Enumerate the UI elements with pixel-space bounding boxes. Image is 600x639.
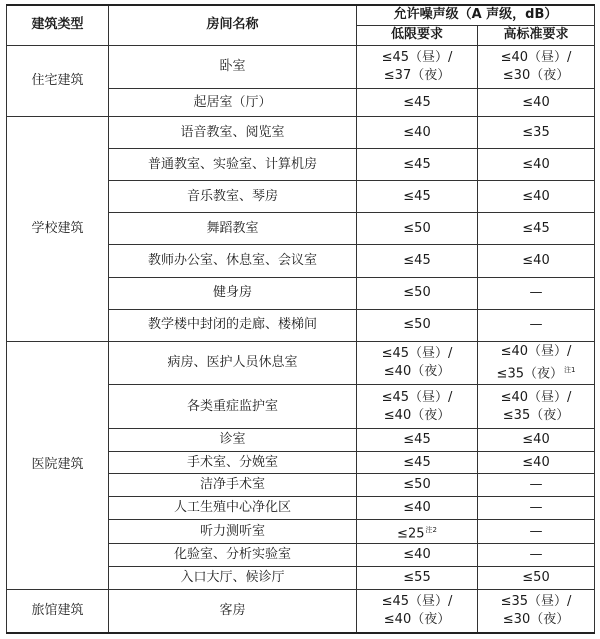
low-limit-cell: [357, 451, 478, 474]
high-standard-cell: [478, 451, 595, 474]
footnote-marker: 注1: [563, 365, 576, 374]
table-body: [7, 45, 595, 633]
low-limit-cell: [357, 341, 478, 385]
noise-value-text: ≤50: [403, 285, 431, 301]
noise-value-text: ≤45: [522, 220, 550, 236]
noise-value: [359, 252, 475, 270]
noise-value: [480, 220, 592, 238]
noise-value-text: ≤50: [403, 477, 431, 493]
noise-value-text: —: [529, 477, 543, 493]
noise-value: [359, 407, 475, 425]
low-limit-cell: [357, 567, 478, 590]
noise-value: [359, 156, 475, 174]
noise-value-text: ≤45（昼）/: [381, 389, 453, 405]
noise-value: [480, 569, 592, 587]
high-standard-cell: [478, 341, 595, 385]
noise-value: [359, 476, 475, 494]
noise-value-text: ≤40（昼）/: [500, 49, 572, 65]
high-standard-cell: [478, 45, 595, 89]
noise-value-text: ≤40: [522, 188, 550, 204]
noise-value: [359, 67, 475, 85]
noise-value: [359, 316, 475, 334]
noise-value-text: ≤35（夜）: [502, 407, 570, 423]
room-name-cell: 卧室: [109, 45, 357, 89]
noise-value-text: ≤40: [522, 454, 550, 470]
noise-value-text: ≤40: [522, 431, 550, 447]
noise-value: [480, 611, 592, 629]
table-row: [7, 45, 595, 89]
high-standard-cell: [478, 116, 595, 148]
noise-value-text: ≤40: [522, 94, 550, 110]
table-row: [7, 341, 595, 385]
room-name-cell: 诊室: [109, 428, 357, 451]
noise-value: [359, 569, 475, 587]
low-limit-cell: [357, 89, 478, 117]
noise-value-text: ≤50: [403, 220, 431, 236]
room-name-cell: 教学楼中封闭的走廊、楼梯间: [109, 309, 357, 341]
noise-value: [480, 407, 592, 425]
room-name-cell: 人工生殖中心净化区: [109, 497, 357, 520]
low-limit-cell: [357, 245, 478, 277]
noise-value: [480, 546, 592, 564]
noise-value-text: ≤45: [403, 94, 431, 110]
noise-value: [480, 523, 592, 541]
noise-value: [359, 546, 475, 564]
header-allowed-noise: 允许噪声级（A 声级，dB）: [357, 5, 595, 25]
noise-value: [359, 188, 475, 206]
high-standard-cell: [478, 544, 595, 567]
noise-value: [359, 611, 475, 629]
high-standard-cell: [478, 149, 595, 181]
noise-value-text: ≤40: [403, 547, 431, 563]
low-limit-cell: [357, 544, 478, 567]
noise-value: [480, 94, 592, 112]
noise-value-text: ≤40（夜）: [383, 611, 451, 627]
low-limit-cell: [357, 385, 478, 429]
noise-value-text: ≤37（夜）: [383, 67, 451, 83]
room-name-cell: 舞蹈教室: [109, 213, 357, 245]
noise-value: [480, 188, 592, 206]
noise-value-text: ≤55: [403, 569, 431, 585]
low-limit-cell: [357, 589, 478, 633]
room-name-cell: 各类重症监护室: [109, 385, 357, 429]
noise-value-text: —: [529, 317, 543, 333]
noise-value: [359, 345, 475, 363]
high-standard-cell: [478, 89, 595, 117]
low-limit-cell: [357, 309, 478, 341]
room-name-cell: 入口大厅、候诊厅: [109, 567, 357, 590]
room-name-cell: 病房、医护人员休息室: [109, 341, 357, 385]
noise-value: [359, 431, 475, 449]
noise-value-text: ≤45: [403, 156, 431, 172]
high-standard-cell: [478, 181, 595, 213]
noise-value: [359, 124, 475, 142]
noise-value-text: ≤40（昼）/: [500, 343, 572, 359]
noise-value: [480, 49, 592, 67]
noise-value: [480, 361, 592, 383]
noise-value-text: ≤45: [403, 431, 431, 447]
high-standard-cell: [478, 589, 595, 633]
high-standard-cell: [478, 497, 595, 520]
footnote-marker: 注2: [425, 525, 437, 534]
noise-value-text: ≤40（昼）/: [500, 389, 572, 405]
building-type-cell: 医院建筑: [7, 341, 109, 589]
noise-value: [480, 67, 592, 85]
low-limit-cell: [357, 277, 478, 309]
noise-value: [480, 252, 592, 270]
room-name-cell: 手术室、分娩室: [109, 451, 357, 474]
noise-value: [480, 454, 592, 472]
noise-value: [480, 316, 592, 334]
noise-value: [480, 343, 592, 361]
noise-value-text: ≤40（夜）: [383, 364, 451, 380]
high-standard-cell: [478, 309, 595, 341]
noise-value-text: —: [529, 523, 543, 539]
noise-value-text: ≤45: [403, 253, 431, 269]
noise-value-text: ≤40（夜）: [383, 407, 451, 423]
room-name-cell: 教师办公室、休息室、会议室: [109, 245, 357, 277]
noise-value-text: ≤45（昼）/: [381, 49, 453, 65]
high-standard-cell: [478, 277, 595, 309]
low-limit-cell: [357, 181, 478, 213]
noise-value-text: —: [529, 285, 543, 301]
table-row: [7, 589, 595, 633]
noise-value-text: ≤30（夜）: [502, 611, 570, 627]
low-limit-cell: [357, 116, 478, 148]
high-standard-cell: [478, 213, 595, 245]
room-name-cell: 客房: [109, 589, 357, 633]
noise-value: [480, 389, 592, 407]
noise-value: [480, 593, 592, 611]
noise-value: [359, 220, 475, 238]
header-high-standard: 高标准要求: [478, 25, 595, 45]
noise-value-text: ≤40: [403, 500, 431, 516]
noise-value-text: —: [529, 500, 543, 516]
building-type-cell: 学校建筑: [7, 116, 109, 341]
noise-value: [359, 389, 475, 407]
noise-value: [359, 284, 475, 302]
noise-value-text: —: [529, 547, 543, 563]
noise-value-text: ≤50: [403, 317, 431, 333]
noise-value-text: ≤50: [522, 569, 550, 585]
low-limit-cell: [357, 474, 478, 497]
room-name-cell: 健身房: [109, 277, 357, 309]
room-name-cell: 听力测听室: [109, 520, 357, 544]
noise-value-text: ≤45: [403, 188, 431, 204]
low-limit-cell: [357, 149, 478, 181]
high-standard-cell: [478, 474, 595, 497]
noise-value-text: ≤35（昼）/: [500, 593, 572, 609]
noise-value: [480, 476, 592, 494]
noise-value: [359, 593, 475, 611]
noise-value-text: ≤40: [522, 156, 550, 172]
room-name-cell: 洁净手术室: [109, 474, 357, 497]
table-row: [7, 116, 595, 148]
noise-value-text: ≤35（夜）: [496, 366, 563, 382]
noise-value: [480, 431, 592, 449]
noise-value: [359, 499, 475, 517]
noise-value-text: ≤45（昼）/: [381, 346, 453, 362]
low-limit-cell: [357, 520, 478, 544]
noise-value: [359, 49, 475, 67]
noise-value-text: ≤40: [522, 253, 550, 269]
noise-value-text: ≤45: [403, 454, 431, 470]
low-limit-cell: [357, 45, 478, 89]
header-building-type: 建筑类型: [7, 5, 109, 45]
noise-value-text: ≤30（夜）: [502, 67, 570, 83]
noise-value-text: ≤40: [403, 124, 431, 140]
noise-value: [480, 499, 592, 517]
header-room-name: 房间名称: [109, 5, 357, 45]
low-limit-cell: [357, 497, 478, 520]
building-type-cell: 旅馆建筑: [7, 589, 109, 633]
high-standard-cell: [478, 385, 595, 429]
low-limit-cell: [357, 213, 478, 245]
high-standard-cell: [478, 567, 595, 590]
noise-value: [480, 284, 592, 302]
room-name-cell: 语音教室、阅览室: [109, 116, 357, 148]
noise-value: [359, 454, 475, 472]
room-name-cell: 音乐教室、琴房: [109, 181, 357, 213]
room-name-cell: 普通教室、实验室、计算机房: [109, 149, 357, 181]
noise-value: [480, 124, 592, 142]
noise-value: [480, 156, 592, 174]
low-limit-cell: [357, 428, 478, 451]
noise-value: [359, 363, 475, 381]
noise-value-text: ≤45（昼）/: [381, 593, 453, 609]
room-name-cell: 化验室、分析实验室: [109, 544, 357, 567]
noise-value-text: ≤25: [397, 525, 425, 541]
noise-value: [359, 521, 475, 543]
room-name-cell: 起居室（厅）: [109, 89, 357, 117]
noise-value-text: ≤35: [522, 124, 550, 140]
high-standard-cell: [478, 520, 595, 544]
header-low-limit: 低限要求: [357, 25, 478, 45]
high-standard-cell: [478, 245, 595, 277]
noise-limit-table: [6, 4, 595, 634]
noise-value: [359, 94, 475, 112]
high-standard-cell: [478, 428, 595, 451]
building-type-cell: 住宅建筑: [7, 45, 109, 116]
